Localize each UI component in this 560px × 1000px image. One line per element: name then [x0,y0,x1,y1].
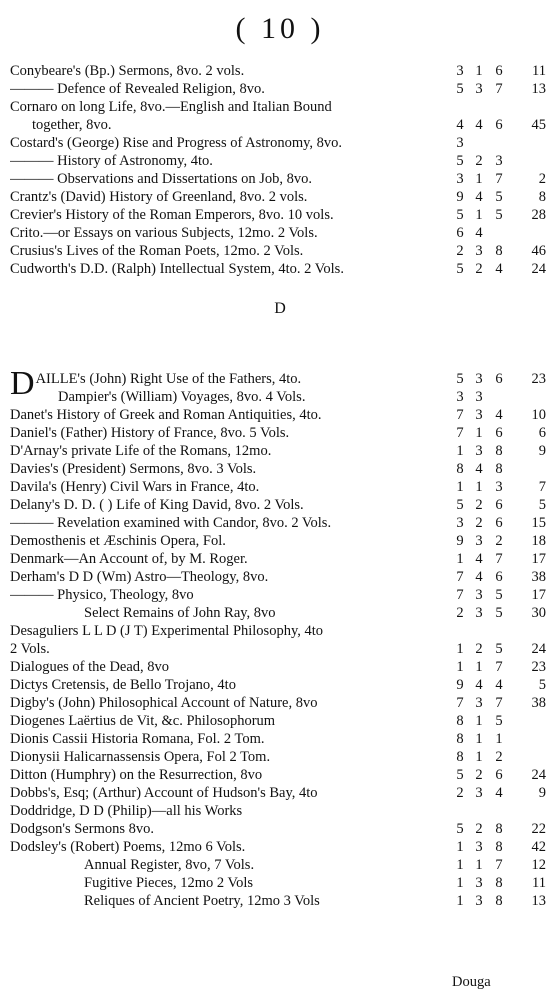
price-digit: 18 [531,533,546,549]
price-digit: 5 [495,587,503,603]
list-item [10,838,550,856]
price-digit: 10 [531,407,546,423]
price-digit: 1 [475,425,483,441]
list-item [10,62,550,80]
price-digit: 1 [456,857,464,873]
price-digit: 2 [495,749,503,765]
list-item [10,802,550,820]
price-digit: 6 [495,117,503,133]
list-item [10,224,550,242]
entry-title: 2 Vols. [10,641,50,657]
list-item [10,550,550,568]
drop-cap: D [10,365,35,402]
entry-title: D'Arnay's private Life of the Romans, 12mo. [10,443,272,459]
price-digit: 6 [495,63,503,79]
entry-title: Reliques of Ancient Poetry, 12mo 3 Vols [84,893,320,909]
entry-title: Select Remains of John Ray, 8vo [84,605,276,621]
list-item [10,622,550,640]
price-digit: 3 [475,695,483,711]
price-digit: 7 [495,171,503,187]
price-digit: 13 [531,81,546,97]
price-digit: 5 [495,713,503,729]
price-digit: 8 [495,461,503,477]
entry-title: together, 8vo. [32,117,112,133]
entry-title: Annual Register, 8vo, 7 Vols. [84,857,255,873]
price-digit: 3 [475,533,483,549]
price-digit: 30 [531,605,546,621]
entry-title: Ditton (Humphry) on the Resurrection, 8vo [10,767,263,783]
price-digit: 4 [475,461,483,477]
entry-title: Doddridge, D D (Philip)—all his Works [10,803,243,819]
price-digit: 7 [456,695,464,711]
price-digit: 3 [475,839,483,855]
price-digit: 7 [538,479,546,495]
price-digit: 3 [475,407,483,423]
price-digit: 7 [495,695,503,711]
price-digit: 3 [456,389,464,405]
list-item [10,460,550,478]
entry-title: Delany's D. D. ( ) Life of King David, 8vo. 2 Vols. [10,497,304,513]
price-digit: 45 [531,117,546,133]
price-digit: 3 [475,785,483,801]
price-digit: 6 [495,425,503,441]
price-digit: 8 [495,821,503,837]
price-digit: 4 [475,189,483,205]
list-item [10,388,550,406]
catchword: Douga [452,974,491,990]
price-digit: 2 [475,767,483,783]
entry-title: Costard's (George) Rise and Progress of Astronomy, 8vo. [10,135,343,151]
price-digit: 3 [456,515,464,531]
price-digit: 4 [475,569,483,585]
price-digit: 7 [495,551,503,567]
price-digit: 3 [495,479,503,495]
list-item [10,568,550,586]
price-digit: 17 [531,551,546,567]
entry-title: Diogenes Laërtius de Vit, &c. Philosophorum [10,713,276,729]
price-digit: 2 [475,515,483,531]
price-digit: 7 [456,587,464,603]
c-entries-list [10,62,550,278]
price-digit: 2 [456,243,464,259]
price-digit: 5 [495,189,503,205]
price-digit: 4 [475,117,483,133]
price-digit: 3 [475,81,483,97]
price-digit: 8 [456,713,464,729]
price-digit: 11 [532,875,546,891]
price-digit: 6 [495,767,503,783]
price-digit: 1 [456,551,464,567]
price-digit: 1 [475,659,483,675]
entry-title: Dobbs's, Esq; (Arthur) Account of Hudson's Bay, 4to [10,785,318,801]
price-digit: 15 [531,515,546,531]
price-digit: 46 [531,243,546,259]
list-item [10,712,550,730]
price-digit: 38 [531,695,546,711]
price-digit: 3 [475,587,483,603]
price-digit: 24 [531,261,546,277]
price-digit: 5 [456,821,464,837]
price-digit: 23 [531,659,546,675]
entry-title: Dodsley's (Robert) Poems, 12mo 6 Vols. [10,839,246,855]
price-digit: 1 [475,749,483,765]
price-digit: 4 [475,225,483,241]
price-digit: 2 [495,533,503,549]
price-digit: 2 [475,153,483,169]
list-item [10,514,550,532]
price-digit: 3 [475,875,483,891]
price-digit: 38 [531,569,546,585]
price-digit: 6 [495,497,503,513]
price-digit: 1 [475,207,483,223]
price-digit: 1 [475,63,483,79]
entry-title: Dodgson's Sermons 8vo. [10,821,154,837]
price-digit: 6 [456,225,464,241]
list-item [10,188,550,206]
entry-title: Crantz's (David) History of Greenland, 8vo. 2 vols. [10,189,308,205]
price-digit: 3 [475,605,483,621]
list-item [10,766,550,784]
list-item [10,748,550,766]
entry-title: Dampier's (William) Voyages, 8vo. 4 Vols. [58,389,306,405]
price-digit: 24 [531,641,546,657]
price-digit: 2 [456,605,464,621]
list-item [10,242,550,260]
list-item [10,80,550,98]
price-digit: 6 [495,515,503,531]
price-digit: 5 [456,371,464,387]
list-item [10,206,550,224]
list-item [10,152,550,170]
price-digit: 1 [475,731,483,747]
entry-title: Digby's (John) Philosophical Account of Nature, 8vo [10,695,318,711]
list-item [10,496,550,514]
price-digit: 8 [456,461,464,477]
price-digit: 8 [495,893,503,909]
price-digit: 1 [495,731,503,747]
list-item [10,532,550,550]
price-digit: 5 [495,641,503,657]
entry-title: Dionysii Halicarnassensis Opera, Fol 2 Tom. [10,749,271,765]
price-digit: 6 [538,425,546,441]
price-digit: 6 [495,569,503,585]
list-item [10,892,550,910]
entry-title: Fugitive Pieces, 12mo 2 Vols [84,875,254,891]
price-digit: 13 [531,893,546,909]
price-digit: 1 [456,893,464,909]
price-digit: 7 [456,407,464,423]
entry-title: Conybeare's (Bp.) Sermons, 8vo. 2 vols. [10,63,245,79]
entry-title: Cornaro on long Life, 8vo.—English and Italian Bound [10,99,332,115]
price-digit: 42 [531,839,546,855]
list-item [10,424,550,442]
list-item [10,820,550,838]
price-digit: 4 [495,785,503,801]
price-digit: 7 [495,81,503,97]
entry-title: Dionis Cassii Historia Romana, Fol. 2 Tom. [10,731,265,747]
entry-title: ——— Observations and Dissertations on Job, 8vo. [10,171,313,187]
entry-title: ——— Physico, Theology, 8vo [10,587,194,603]
price-digit: 3 [456,63,464,79]
price-digit: 23 [531,371,546,387]
d-entries-list [10,365,550,910]
entry-title: Dialogues of the Dead, 8vo [10,659,170,675]
price-digit: 2 [475,821,483,837]
price-digit: 4 [475,551,483,567]
price-digit: 8 [495,243,503,259]
price-digit: 1 [456,659,464,675]
price-digit: 1 [475,713,483,729]
price-digit: 4 [495,677,503,693]
price-digit: 3 [456,135,464,151]
price-digit: 6 [495,371,503,387]
price-digit: 7 [456,569,464,585]
price-digit: 5 [456,207,464,223]
list-item [10,604,550,622]
price-digit: 3 [475,443,483,459]
entry-title: Cudworth's D.D. (Ralph) Intellectual System, 4to. 2 Vols. [10,261,344,277]
price-digit: 2 [475,497,483,513]
price-digit: 5 [456,261,464,277]
price-digit: 12 [531,857,546,873]
section-heading: D [274,300,286,317]
list-item [10,478,550,496]
price-digit: 3 [475,893,483,909]
price-digit: 8 [495,839,503,855]
price-digit: 8 [456,749,464,765]
list-item [10,784,550,802]
list-item [10,260,550,278]
price-digit: 9 [538,785,546,801]
price-digit: 2 [475,641,483,657]
price-digit: 7 [456,425,464,441]
price-digit: 5 [538,677,546,693]
price-digit: 8 [538,189,546,205]
price-digit: 1 [456,875,464,891]
price-digit: 9 [456,533,464,549]
price-digit: 28 [531,207,546,223]
entry-title: Crusius's Lives of the Roman Poets, 12mo. 2 Vols. [10,243,304,259]
entry-title: Denmark—An Account of, by M. Roger. [10,551,248,567]
list-item [10,170,550,188]
price-digit: 22 [531,821,546,837]
price-digit: 7 [495,659,503,675]
price-digit: 1 [475,857,483,873]
list-item [10,694,550,712]
price-digit: 5 [456,153,464,169]
entry-title: Desaguliers L L D (J T) Experimental Philosophy, 4to [10,623,324,639]
price-digit: 3 [475,243,483,259]
list-item [10,586,550,604]
price-digit: 8 [495,443,503,459]
price-digit: 5 [456,767,464,783]
entry-title: Demosthenis et Æschinis Opera, Fol. [10,533,226,549]
entry-title: Crevier's History of the Roman Emperors, 8vo. 10 vols. [10,207,334,223]
list-item [10,676,550,694]
entry-title: Derham's D D (Wm) Astro—Theology, 8vo. [10,569,269,585]
price-digit: 17 [531,587,546,603]
price-digit: 3 [475,371,483,387]
list-item [10,658,550,676]
price-digit: 5 [538,497,546,513]
page-number: ( 10 ) [235,12,325,45]
list-item [10,98,550,116]
price-digit: 5 [495,605,503,621]
price-digit: 7 [495,857,503,873]
entry-title: Davies's (President) Sermons, 8vo. 3 Vols. [10,461,257,477]
price-digit: 9 [456,189,464,205]
entry-title-rest: AILLE's (John) Right Use of the Fathers, 4to. [35,371,302,387]
price-digit: 4 [495,261,503,277]
price-digit: 2 [475,261,483,277]
entry-title: Dictys Cretensis, de Bello Trojano, 4to [10,677,236,693]
price-digit: 4 [495,407,503,423]
price-digit: 4 [456,117,464,133]
price-digit: 3 [456,171,464,187]
entry-title: ——— Revelation examined with Candor, 8vo. 2 Vols. [10,515,332,531]
entry-title: ——— History of Astronomy, 4to. [10,153,213,169]
price-digit: 2 [456,785,464,801]
price-digit: 24 [531,767,546,783]
price-digit: 5 [495,207,503,223]
list-item [10,856,550,874]
price-digit: 5 [456,497,464,513]
price-digit: 3 [495,153,503,169]
list-item [10,442,550,460]
price-digit: 1 [456,443,464,459]
price-digit: 1 [456,479,464,495]
price-digit: 11 [532,63,546,79]
entry-title: Crito.—or Essays on various Subjects, 12mo. 2 Vols. [10,225,318,241]
price-digit: 4 [475,677,483,693]
price-digit: 1 [475,479,483,495]
price-digit: 3 [475,389,483,405]
list-item [10,640,550,658]
price-digit: 1 [475,171,483,187]
list-item [10,874,550,892]
price-digit: 9 [456,677,464,693]
list-item [10,730,550,748]
list-item [10,116,550,134]
entry-title: ——— Defence of Revealed Religion, 8vo. [10,81,265,97]
entry-title: Danet's History of Greek and Roman Antiquities, 4to. [10,407,322,423]
price-digit: 1 [456,641,464,657]
entry-title: Daniel's (Father) History of France, 8vo. 5 Vols. [10,425,290,441]
list-item [10,406,550,424]
price-digit: 5 [456,81,464,97]
entry-title: Davila's (Henry) Civil Wars in France, 4to. [10,479,260,495]
d-entries-rest [10,388,550,910]
price-digit: 9 [538,443,546,459]
price-digit: 8 [456,731,464,747]
price-digit: 1 [456,839,464,855]
price-digit: 8 [495,875,503,891]
price-digit: 2 [538,171,546,187]
list-item [10,134,550,152]
